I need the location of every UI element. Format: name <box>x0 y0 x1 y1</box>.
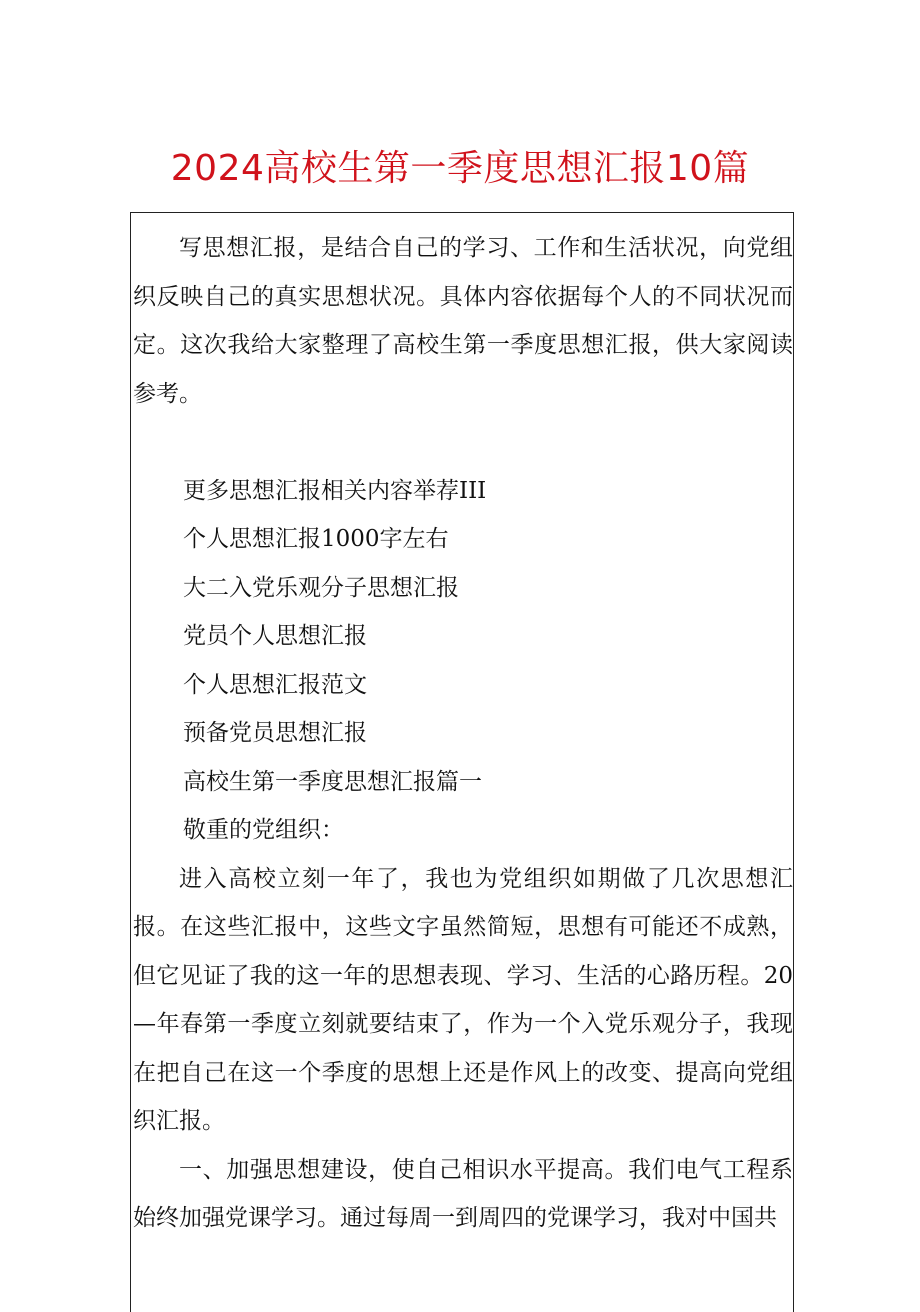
blank-line <box>133 418 793 467</box>
body-paragraph-1: 进入高校立刻一年了，我也为党组织如期做了几次思想汇报。在这些汇报中，这些文字虽然简短，思想有可能还不成熟，但它见证了我的这一年的思想表现、学习、生活的心路历程。20—年春第一季度立刻就要结束了，作为一个入党乐观分子，我现在把自己在这一个季度的思想上还是作风上的改变、提高向党组织汇报。 <box>133 865 793 1134</box>
related-heading: 更多思想汇报相关内容举荐III <box>183 477 487 504</box>
section-heading: 高校生第一季度思想汇报篇一 <box>183 768 482 795</box>
related-link-2[interactable]: 大二入党乐观分子思想汇报 <box>183 574 459 601</box>
related-link-5[interactable]: 预备党员思想汇报 <box>183 720 367 746</box>
document-body <box>133 224 793 1243</box>
body-paragraph-2: 一、加强思想建设，使自己相识水平提高。我们电气工程系始终加强党课学习。通过每周一到周四的党课学习，我对中国共 <box>133 1156 793 1231</box>
salutation: 敬重的党组织： <box>183 817 344 843</box>
related-link-1[interactable]: 个人思想汇报1000字左右 <box>183 526 449 552</box>
document-title: 2024高校生第一季度思想汇报10篇 <box>170 148 750 189</box>
related-link-4[interactable]: 个人思想汇报范文 <box>183 671 367 698</box>
intro-paragraph: 写思想汇报，是结合自己的学习、工作和生活状况，向党组织反映自己的真实思想状况。具体内容依据每个人的不同状况而定。这次我给大家整理了高校生第一季度思想汇报，供大家阅读参考。 <box>133 235 793 407</box>
related-link-3[interactable]: 党员个人思想汇报 <box>183 623 367 649</box>
